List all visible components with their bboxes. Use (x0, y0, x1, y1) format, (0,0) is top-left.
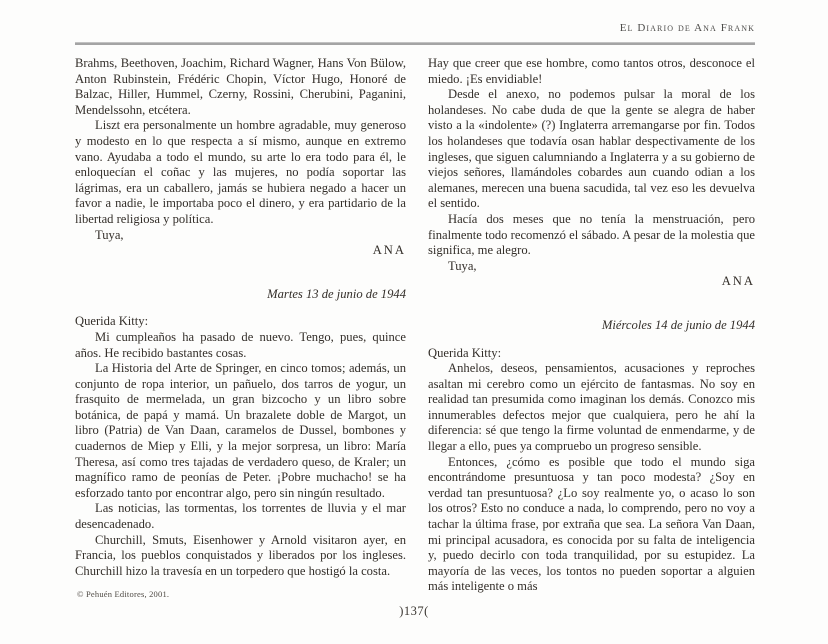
paragraph-anhelos: Anhelos, deseos, pensamientos, acusaciones y reproches asaltan mi cerebro como un ejército de fantasmas. No soy en realidad tan presumida como imaginan los demás. Conozco mis innumerables defectos mejor que cualquiera, pero he ahí la diferencia: sé que tengo la firme voluntad de enmendarme, y de llegar a ello, pues ya compruebo un progreso sensible. (428, 361, 755, 454)
paragraph-menstruacion: Hacía dos meses que no tenía la menstruación, pero finalmente todo recomenzó el sábado. A pesar de la molestia que significa, me alegro. (428, 211, 755, 258)
paragraph-composers: Brahms, Beethoven, Joachim, Richard Wagner, Hans Von Bülow, Anton Rubinstein, Frédéric Chopin, Víctor Hugo, Honoré de Balzac, Hiller, Hummel, Czerny, Rossini, Cherubini, Paganini, Mendelssohn, etcétera. (75, 56, 406, 117)
diary-entry-date: Martes 13 de junio de 1944 (267, 286, 406, 301)
letter-salutation: Querida Kitty: (428, 345, 502, 360)
paragraph-gifts: La Historia del Arte de Springer, en cinco tomos; además, un conjunto de ropa interior, un pañuelo, dos tarros de yogur, un frasquito de mermelada, un gran bizcocho y un libro sobre botánica, de papá y mamá. Un brazalete doble de Margot, un libro (Patria) de Van Daan, caramelos de Dussel, bombones y cuadernos de Miep y Elli, y la mejor sorpresa, un libro: María Theresa, así como tres tajadas de verdadero queso, de Kraler; un magnífico ramo de peonías de Peter. ¡Pobre muchacho! se ha esforzado tanto por encontrar algo, pero sin ningún resultado. (75, 361, 406, 500)
left-column (75, 56, 406, 579)
paragraph-liszt: Liszt era personalmente un hombre agradable, muy generoso y modesto en lo que respecta a sí mismo, aunque en extremo vano. Ayudaba a todo el mundo, su arte lo era todo para él, le enloquecían el coñac y las mujeres, no podía soportar las lágrimas, era un caballero, jamás se hubiera negado a hacer un favor a nadie, le importaba poco el dinero, y era partidario de la libertad religiosa y política. (75, 118, 406, 226)
diary-entry-date: Miércoles 14 de junio de 1944 (601, 317, 755, 332)
letter-closing: Tuya, (448, 258, 477, 273)
paragraph-birthday: Mi cumpleaños ha pasado de nuevo. Tengo, pues, quince años. He recibido bastantes cosas. (75, 329, 406, 360)
header-rule (75, 42, 755, 45)
page-number: )137( (399, 604, 429, 618)
letter-signature: ANA (372, 243, 406, 258)
paragraph-news: Las noticias, las tormentas, los torrentes de lluvia y el mar desencadenado. (75, 501, 406, 532)
paragraph-anexo: Desde el anexo, no podemos pulsar la moral de los holandeses. No cabe duda de que la gente se alegra de haber visto a la «indolente» (?) Inglaterra arremangarse por fin. Todos los holandeses que todavía osan hablar despectivamente de los ingleses, que siguen calumniando a Inglaterra y a su gobierno de viejos señores, llamándoles cobardes aun cuando odian a los alemanes, merecen una buena sacudida, tal vez eso les devuelva el sentido. (428, 87, 755, 211)
letter-closing: Tuya, (95, 227, 124, 242)
letter-signature: ANA (721, 274, 755, 289)
letter-salutation: Querida Kitty: (75, 314, 149, 329)
copyright-footnote: © Pehuén Editores, 2001. (77, 589, 170, 599)
running-title: El Diario de Ana Frank (619, 22, 755, 34)
paragraph-churchill: Churchill, Smuts, Eisenhower y Arnold visitaron ayer, en Francia, los pueblos conquistados y liberados por los ingleses. Churchill hizo la travesía en un torpedero que hostigó la costa. (75, 532, 406, 578)
right-column (428, 56, 755, 595)
paragraph-entonces: Entonces, ¿cómo es posible que todo el mundo siga encontrándome presuntuosa y tan poco modesta? ¿Soy en verdad tan presuntuosa? ¿Lo soy realmente yo, o acaso lo son los otros? Esto no conduce a nada, lo comprendo, pero no voy a tachar la última frase, por extraña que sea. La señora Van Daan, mi principal acusadora, es conocida por su falta de inteligencia y, puedo decirlo con toda tranquilidad, por su estupidez. La mayoría de las veces, los tontos no pueden soportar a alguien más inteligente o más (428, 454, 755, 594)
paragraph-hombre: Hay que creer que ese hombre, como tantos otros, desconoce el miedo. ¡Es envidiable! (428, 56, 755, 86)
